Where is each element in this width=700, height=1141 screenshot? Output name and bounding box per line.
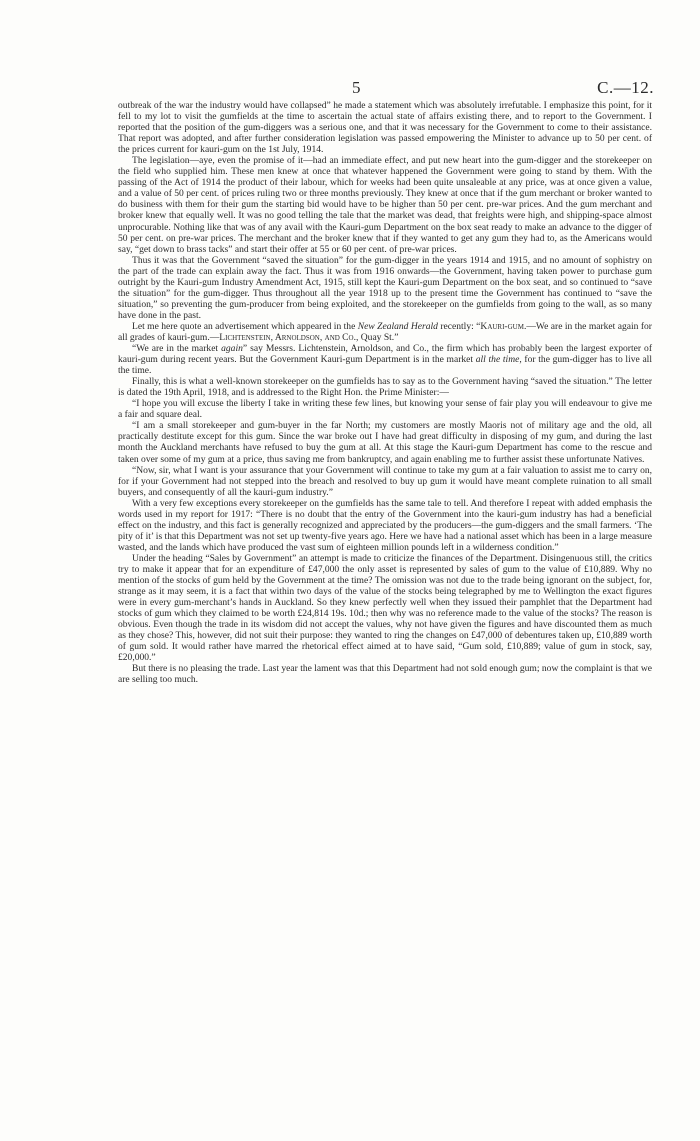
text-run: , Quay St.” xyxy=(356,331,399,343)
text-run: Under the heading “Sales by Government” an attempt is made to criticize the finances of the Department. Disingenuous still, the critics try to make it appear that for an expenditure of £47,000 the only asset is represented by sales of gum to the value of £10,889. Why no mention of the stocks of gum held by the Government at the time? The omission was not due to the trade being ignorant on the subject, for, strange as it may seem, it is a fact that within two days of the value of the stocks being telegraphed by me to Wellington the exact figures were in every gum-merchant’s hands in Auckland. So they knew perfectly well when they issued their pamphlet that the Department had stocks of gum which they claimed to be worth £24,814 19s. 10d.; then why was no reference made to the value of the stocks? The reason is obvious. Even though the trade in its wisdom did not accept the values, why not have given the figures and have discounted them as much as they chose? This, however, did not suit their purpose: they wanted to ring the changes on £47,000 of debentures taken up, £10,889 worth of gum sold. It would rather have marred the rhetorical effect aimed at to have said, “Gum sold, £10,889; value of gum in stock, say, £20,000.” xyxy=(118,552,652,664)
paragraph xyxy=(118,663,652,685)
paragraph xyxy=(118,321,652,343)
italic-text: all the time xyxy=(475,354,520,366)
paragraph xyxy=(118,255,652,321)
text-run: The legislation—aye, even the promise of it—had an immediate effect, and put new heart into the gum-digger and the storekeeper on the field who supplied him. These men knew at once that whatever happened the Government were going to stand by them. With the passing of the Act of 1914 the product of their labour, which for weeks had been quite unsaleable at any price, was at once given a value, and a value of 50 per cent. of prices ruling two or three months previously. They knew at once that if the gum merchant or broker wanted to do business with them for their gum the starting bid would have to be higher than 50 per cent. pre-war prices. And the gum merchant and broker knew that equally well. It was no good telling the tale that the market was dead, that freights were high, and shipping-space almost unprocurable. Nothing like that was of any avail with the Kauri-gum Department on the box seat ready to make an advance to the digger of 50 per cent. on pre-war prices. The merchant and the broker knew that if they wanted to get any gum they had to, as the Americans would say, “get down to brass tacks” and start their offer at 55 or 60 per cent. of pre-war prices. xyxy=(118,155,652,255)
text-run: , for the gum-digger has to live all the time. xyxy=(118,354,652,377)
paragraph xyxy=(118,155,652,254)
text-run: “Now, sir, what I want is your assurance that your Government will continue to take my gum at a fair valuation to assist me to carry on, for if your Government had not stepped into the breach and resolved to buy up gum it would have meant complete ruination to all small buyers, and consequently of all the kauri-gum industry.” xyxy=(118,464,652,498)
page-number: 5 xyxy=(352,78,361,97)
text-run: Thus it was that the Government “saved the situation” for the gum-digger in the years 1914 and 1915, and no amount of sophistry on the part of the trade can explain away the fact. Thus it was from 1916 onwards—the Government, having taken power to purchase gum outright by the Kauri-gum Industry Amendment Act, 1915, still kept the Kauri-gum Department on the box seat, and so continued to “save the situation” for the gum-digger. Thus throughout all the year 1918 up to the present time the Government has continued to “save the situation,” so preventing the gum-producer from being exploited, and the storekeeper on the gumfields from going to the wall, as so many have done in the past. xyxy=(118,254,652,321)
text-run: But there is no pleasing the trade. Last year the lament was that this Department had not sold enough gum; now the complaint is that we are selling too much. xyxy=(118,663,652,686)
paragraph xyxy=(118,343,652,376)
text-run: ” say Messrs. Lichtenstein, Arnoldson, and Co., the firm which has probably been the largest exporter of kauri-gum during recent years. But the Government Kauri-gum Department is in the market xyxy=(118,343,653,366)
italic-text: again xyxy=(221,343,243,355)
document-reference: C.—12. xyxy=(597,78,654,97)
paragraph xyxy=(118,553,652,663)
page-header xyxy=(0,78,700,98)
text-run: Let me here quote an advertisement which appeared in the xyxy=(132,320,358,332)
text-run: Finally, this is what a well-known storekeeper on the gumfields has to say as to the Government having “saved the situation.” The letter is dated the 19th April, 1918, and is addressed to the Right Hon. the Prime Minister:— xyxy=(118,376,652,399)
text-run: recently: “ xyxy=(437,320,481,332)
text-run: “I am a small storekeeper and gum-buyer in the far North; my customers are mostly Maoris not of military age and the old, all practically destitute except for this gum. Since the war broke out I have had great difficulty in disposing of my gum, and during the last month the Auckland merchants have refused to buy the gum at all. At this stage the Kauri-gum Department has come to the rescue and taken over some of my gum at a price, thus saving me from bankruptcy, and again enabling me to further assist these unfortunate Natives. xyxy=(118,420,652,465)
paragraph xyxy=(118,398,652,420)
italic-text: New Zealand Herald xyxy=(357,320,438,332)
text-run: With a very few exceptions every storekeeper on the gumfields has the same tale to tell. And therefore I repeat with added emphasis the words used in my report for 1917: “There is no doubt that the entry of the Government into the kauri-gum industry has had a beneficial effect on the industry, and this fact is generally recognized and appreciated by the producers—the gum-diggers and the small farmers. ‘The pity of it’ is that this Department was not set up twenty-five years ago. Here we have had a national asset which has been in a large measure wasted, and the lands which have produced the vast sum of eighteen million pounds left in a wilderness condition.” xyxy=(118,497,652,553)
paragraph xyxy=(118,420,652,464)
paragraph xyxy=(118,465,652,498)
text-run: “I hope you will excuse the liberty I take in writing these few lines, but knowing your sense of fair play you will endeavour to give me a fair and square deal. xyxy=(118,398,652,421)
smallcaps-text: Lichtenstein, Arnoldson, and Co. xyxy=(219,331,356,343)
smallcaps-text: Kauri-gum. xyxy=(480,320,527,332)
text-run: outbreak of the war the industry would have collapsed” he made a statement which was absolutely irrefutable. I emphasize this point, for it fell to my lot to visit the gumfields at the time to ascertain the actual state of affairs existing there, and to report to the Government. I reported that the position of the gum-diggers was a serious one, and that it was necessary for the Government to come to their assistance. That report was adopted, and after further consideration legislation was passed empowering the Minister to advance up to 50 per cent. of the prices current for kauri-gum on the 1st July, 1914. xyxy=(118,100,652,156)
body-text xyxy=(118,100,652,685)
text-run: —We are in the market again for all grades of kauri-gum.— xyxy=(118,320,652,343)
paragraph xyxy=(118,376,652,398)
paragraph xyxy=(118,498,652,553)
paragraph xyxy=(118,100,652,155)
text-run: “We are in the market xyxy=(132,343,222,355)
